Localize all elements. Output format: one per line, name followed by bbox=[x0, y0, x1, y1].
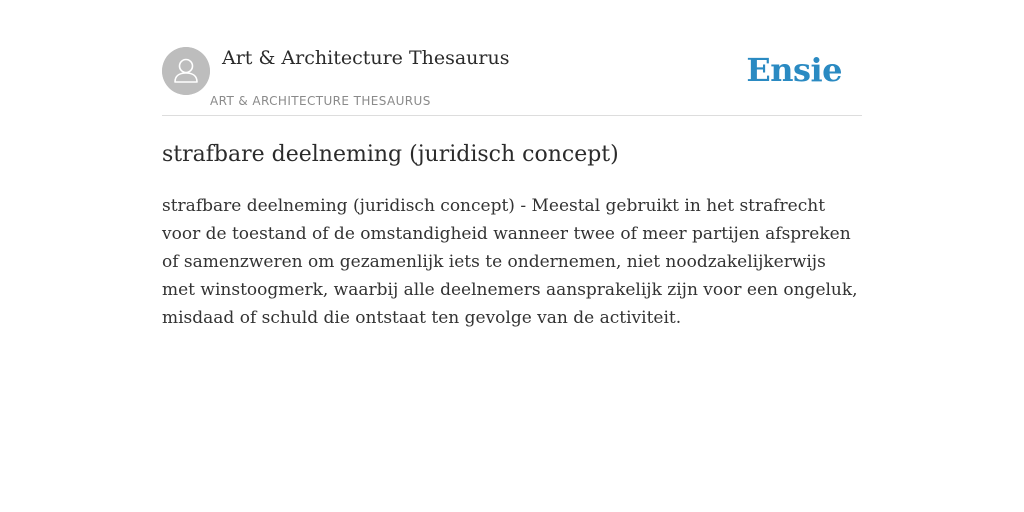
user-silhouette-icon bbox=[162, 47, 210, 95]
page-title: strafbare deelneming (juridisch concept) bbox=[162, 142, 619, 167]
author-name[interactable]: Art & Architecture Thesaurus bbox=[222, 47, 510, 69]
author-subtitle: ART & ARCHITECTURE THESAURUS bbox=[210, 94, 431, 108]
brand-logo[interactable]: Ensie bbox=[746, 51, 842, 89]
avatar[interactable] bbox=[162, 47, 210, 95]
page-container bbox=[162, 0, 862, 512]
article-body: strafbare deelneming (juridisch concept) - Meestal gebruikt in het strafrecht voor de toestand of de omstandigheid wanneer twee of meer partijen afspreken of samenzweren om gezamenlijk iets te ondernemen, niet noodzakelijkerwijs met winstoogmerk, waarbij alle deelnemers aansprakelijk zijn voor een ongeluk, misdaad of schuld die ontstaat ten gevolge van de activiteit. bbox=[162, 196, 858, 328]
author-header bbox=[162, 0, 862, 116]
